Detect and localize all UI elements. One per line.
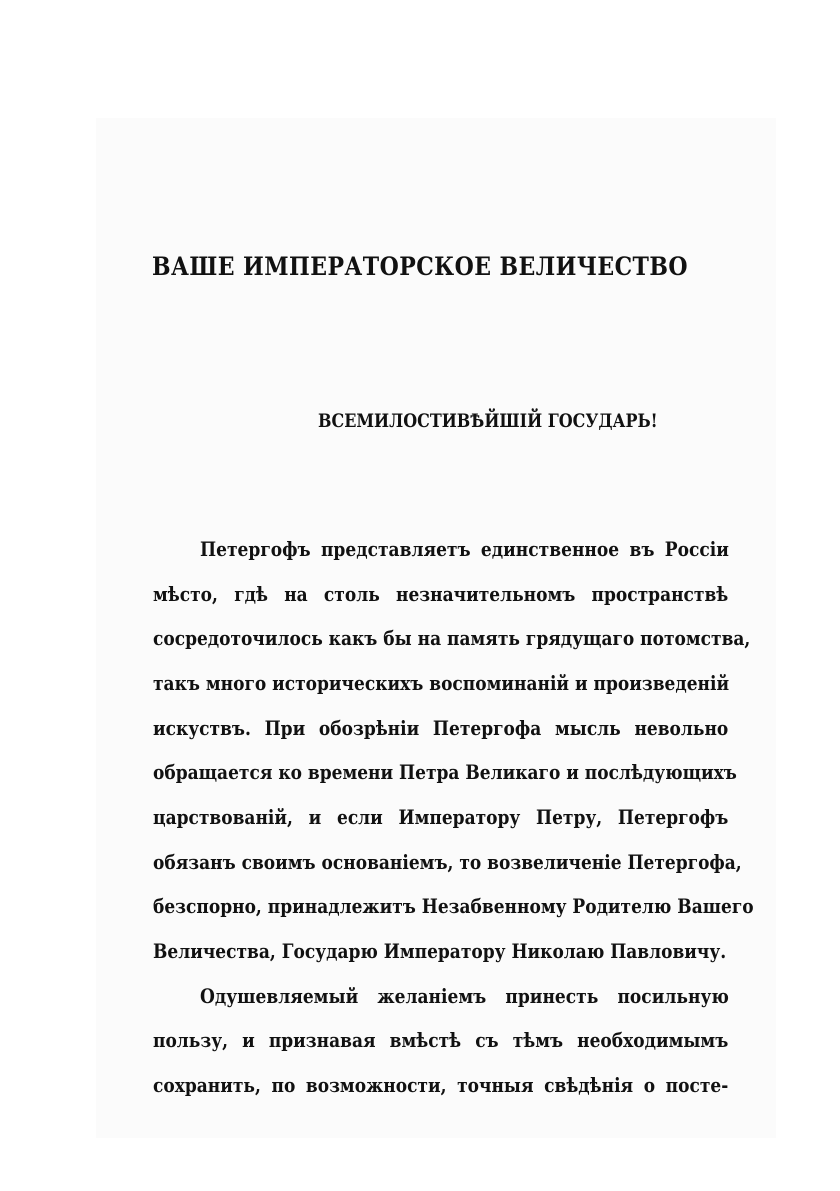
dedication-heading: ВАШЕ ИМПЕРАТОРСКОЕ ВЕЛИЧЕСТВО (151, 252, 689, 281)
body-line-5: искуствъ. При обозрѣніи Петергофа мысль невольно (153, 716, 729, 740)
body-line-13: сохранить, по возможности, точныя свѣдѣнія о посте- (153, 1073, 729, 1097)
body-line-3: сосредоточилось какъ бы на память грядущаго потомства, (153, 626, 751, 650)
salutation: ВСЕМИЛОСТИВѢЙШІЙ ГОСУДАРЬ! (318, 410, 658, 432)
body-line-11: Одушевляемый желаніемъ принесть посильную (200, 984, 729, 1008)
body-line-4: такъ много историческихъ воспоминаній и произведеній (153, 671, 730, 695)
body-line-1: Петергофъ представляетъ единственное въ Россіи (200, 537, 729, 561)
body-line-10: Величества, Государю Императору Николаю Павловичу. (153, 939, 727, 963)
body-line-12: пользу, и признавая вмѣстѣ съ тѣмъ необходимымъ (153, 1028, 729, 1052)
body-line-7: царствованій, и если Императору Петру, Петергофъ (153, 805, 729, 829)
body-line-8: обязанъ своимъ основаніемъ, то возвеличеніе Петергофа, (153, 850, 742, 874)
body-line-2: мѣсто, гдѣ на столь незначительномъ пространствѣ (153, 582, 729, 606)
body-line-6: обращается ко времени Петра Великаго и послѣдующихъ (153, 760, 737, 784)
body-line-9: безспорно, принадлежитъ Незабвенному Родителю Вашего (153, 894, 754, 918)
